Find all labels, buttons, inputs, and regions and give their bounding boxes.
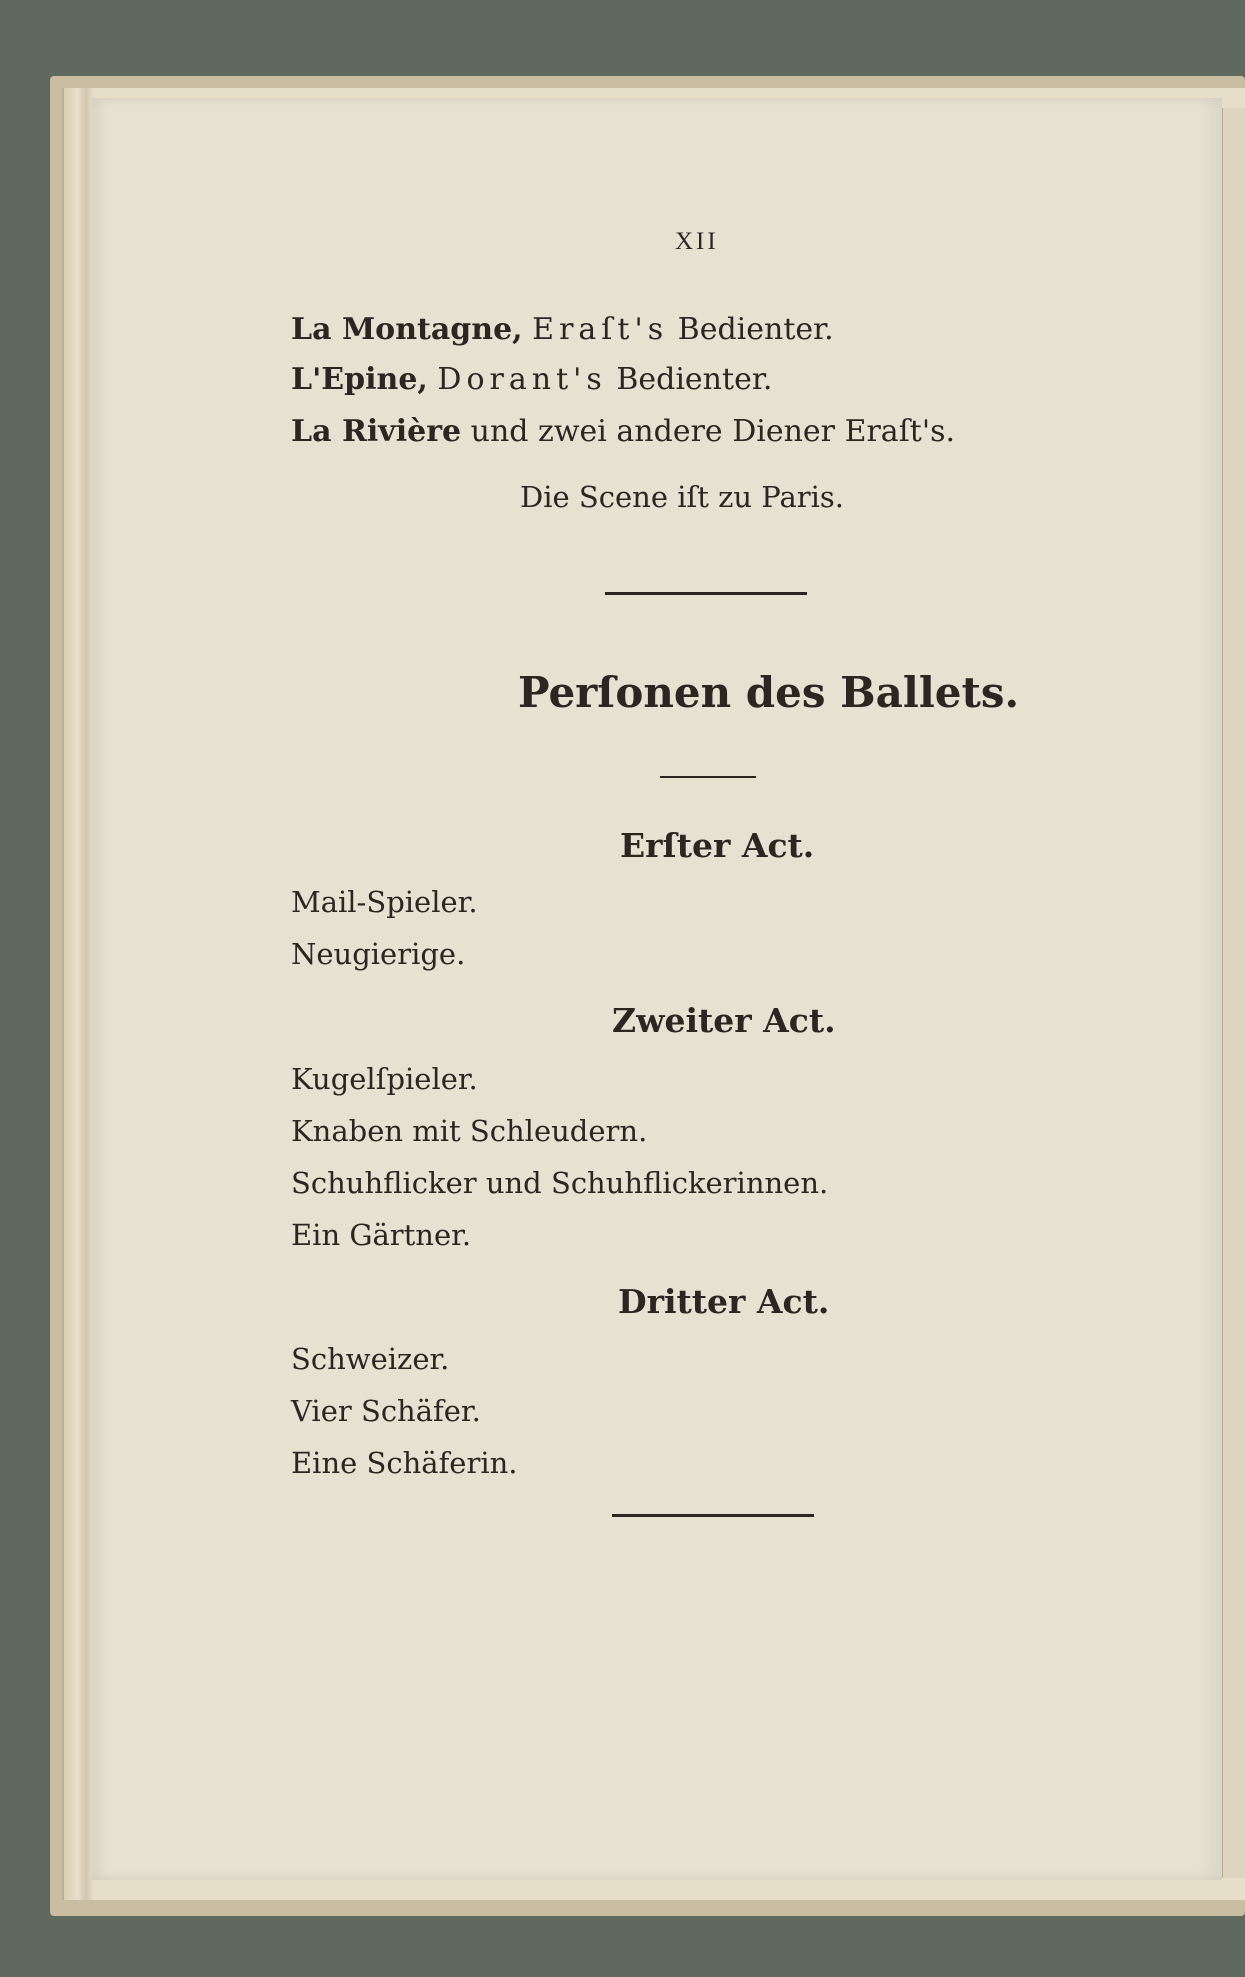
role-line: Eine Schäferin. bbox=[291, 1446, 518, 1480]
divider-rule bbox=[605, 592, 807, 595]
divider-rule bbox=[612, 1514, 814, 1517]
ballet-heading: Perſonen des Ballets. bbox=[518, 668, 1020, 717]
cast-line bbox=[291, 312, 834, 347]
cast-desc-spaced: Eraſt's bbox=[532, 312, 669, 347]
role-line: Vier Schäfer. bbox=[291, 1394, 481, 1428]
role-line: Schweizer. bbox=[291, 1342, 450, 1376]
act-heading: Zweiter Act. bbox=[612, 1001, 836, 1040]
cast-line bbox=[291, 362, 772, 397]
role-line: Ein Gärtner. bbox=[291, 1218, 472, 1252]
cast-name: La Montagne, bbox=[291, 312, 523, 347]
scene-note: Die Scene iſt zu Paris. bbox=[520, 480, 845, 514]
cast-name: L'Epine, bbox=[291, 362, 428, 397]
role-line: Neugierige. bbox=[291, 937, 466, 971]
act-heading: Erſter Act. bbox=[620, 826, 815, 865]
role-line: Knaben mit Schleudern. bbox=[291, 1114, 648, 1148]
cast-desc-spaced: Dorant's bbox=[437, 362, 607, 397]
facing-page-edge bbox=[1222, 108, 1245, 1878]
cast-desc: Bedienter. bbox=[606, 362, 773, 397]
act-heading: Dritter Act. bbox=[618, 1282, 830, 1321]
role-line: Kugelſpieler. bbox=[291, 1062, 478, 1096]
cast-line bbox=[291, 414, 955, 449]
cast-desc: Bedienter. bbox=[668, 312, 834, 347]
cast-name: La Rivière bbox=[291, 414, 462, 449]
role-line: Schuhflicker und Schuhflickerinnen. bbox=[291, 1166, 829, 1200]
cast-desc: und zwei andere Diener Eraſt's. bbox=[461, 414, 956, 449]
page-number: XII bbox=[675, 228, 719, 255]
role-line: Mail-Spieler. bbox=[291, 885, 478, 919]
divider-rule-short bbox=[660, 776, 756, 778]
